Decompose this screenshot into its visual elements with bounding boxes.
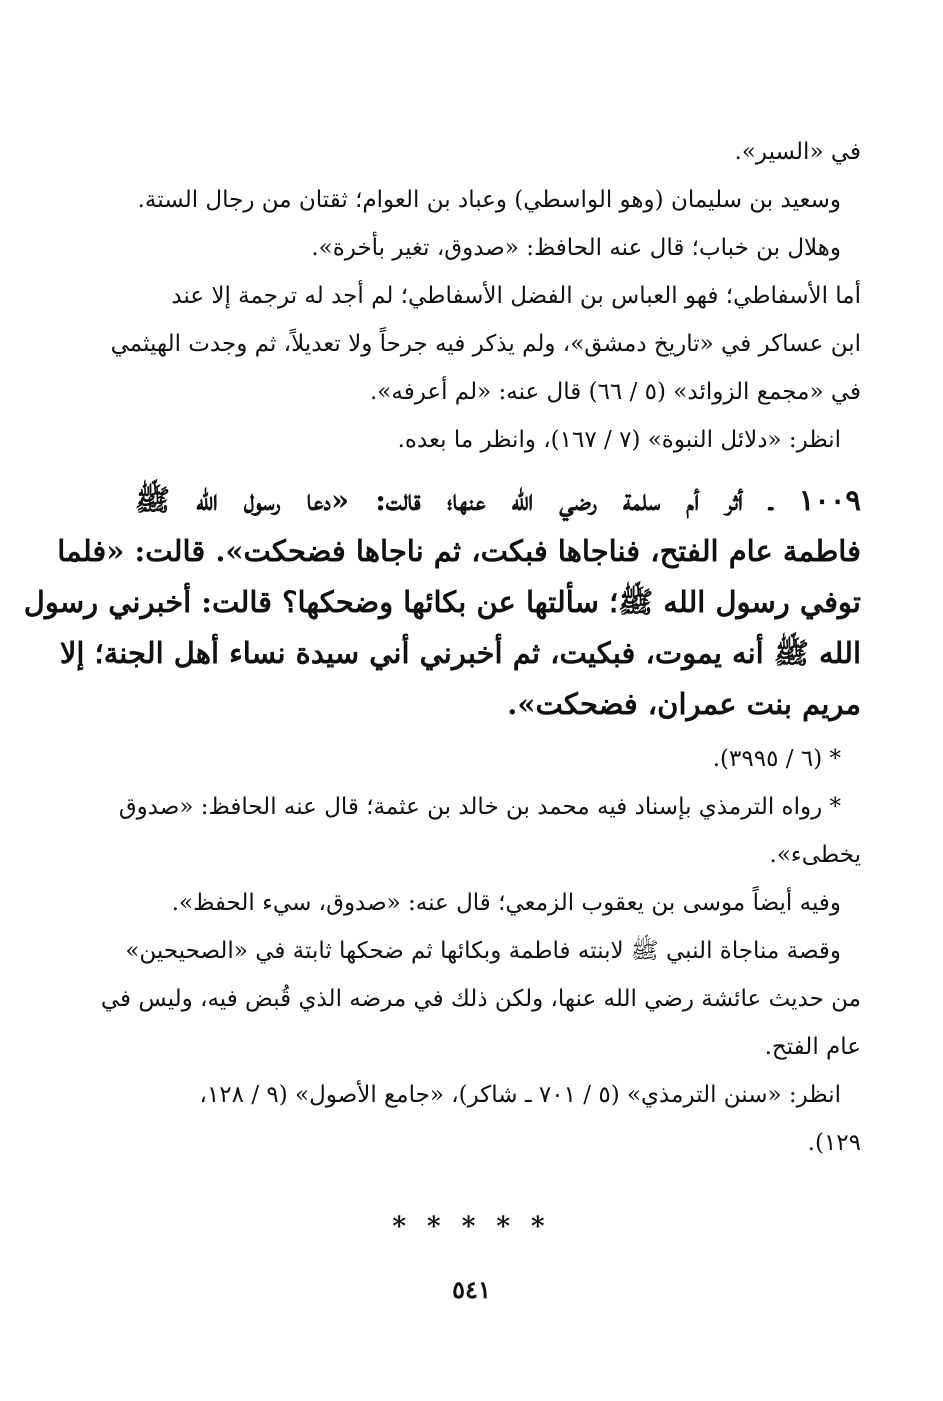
note-line: * رواه الترمذي بإسناد فيه محمد بن خالد بن عثمة؛ قال عنه الحافظ: «صدوق <box>118 794 841 820</box>
note-line: من حديث عائشة رضي الله عنها، ولكن ذلك في مرضه الذي قُبض فيه، وليس في <box>100 986 861 1012</box>
note-line: في «السير». <box>734 139 861 165</box>
note-line: في «مجمع الزوائد» (٥ / ٦٦) قال عنه: «لم أعرفه». <box>369 379 861 405</box>
note-line: وسعيد بن سليمان (وهو الواسطي) وعباد بن العوام؛ ثقتان من رجال الستة. <box>137 187 841 213</box>
reference-line: * (٦ / ٣٩٩٥). <box>712 746 841 772</box>
heading-line: توفي رسول الله ﷺ؛ سألتها عن بكائها وضحكها؟ قالت: أخبرني رسول <box>23 585 861 619</box>
athar-heading <box>23 475 861 730</box>
bottom-notes <box>100 783 861 1167</box>
page-number: ٥٤١ <box>452 1275 491 1304</box>
heading-line: مريم بنت عمران، فضحكت». <box>507 687 861 721</box>
note-line: يخطىء». <box>769 842 861 868</box>
note-line: ابن عساكر في «تاريخ دمشق»، ولم يذكر فيه جرحاً ولا تعديلاً، ثم وجدت الهيثمي <box>110 331 861 357</box>
note-line: وفيه أيضاً موسى بن يعقوب الزمعي؛ قال عنه: «صدوق، سيء الحفظ». <box>171 890 841 916</box>
heading-line: ١٠٠٩ ـ أثر أم سلمة رضي الله عنها؛ قالت: «دعا رسول الله ﷺ <box>135 483 861 517</box>
note-line: ١٢٩). <box>807 1130 861 1156</box>
note-line: انظر: «سنن الترمذي» (٥ / ٧٠١ ـ شاكر)، «جامع الأصول» (٩ / ١٢٨، <box>199 1082 841 1108</box>
reference <box>135 735 861 783</box>
note-line: وقصة مناجاة النبي ﷺ لابنته فاطمة وبكائها ثم ضحكها ثابتة في «الصحيحين» <box>125 938 841 964</box>
note-line: عام الفتح. <box>764 1034 861 1060</box>
top-notes <box>110 128 861 464</box>
note-line: انظر: «دلائل النبوة» (٧ / ١٦٧)، وانظر ما بعده. <box>397 427 841 453</box>
heading-line: فاطمة عام الفتح، فناجاها فبكت، ثم ناجاها فضحكت». قالت: «فلما <box>57 534 861 568</box>
section-separator: * * * * * <box>392 1212 551 1242</box>
heading-line: الله ﷺ أنه يموت، فبكيت، ثم أخبرني أني سيدة نساء أهل الجنة؛ إلا <box>59 636 861 670</box>
note-line: أما الأسفاطي؛ فهو العباس بن الفضل الأسفاطي؛ لم أجد له ترجمة إلا عند <box>171 283 861 309</box>
note-line: وهلال بن خباب؛ قال عنه الحافظ: «صدوق، تغير بأخرة». <box>311 235 841 261</box>
